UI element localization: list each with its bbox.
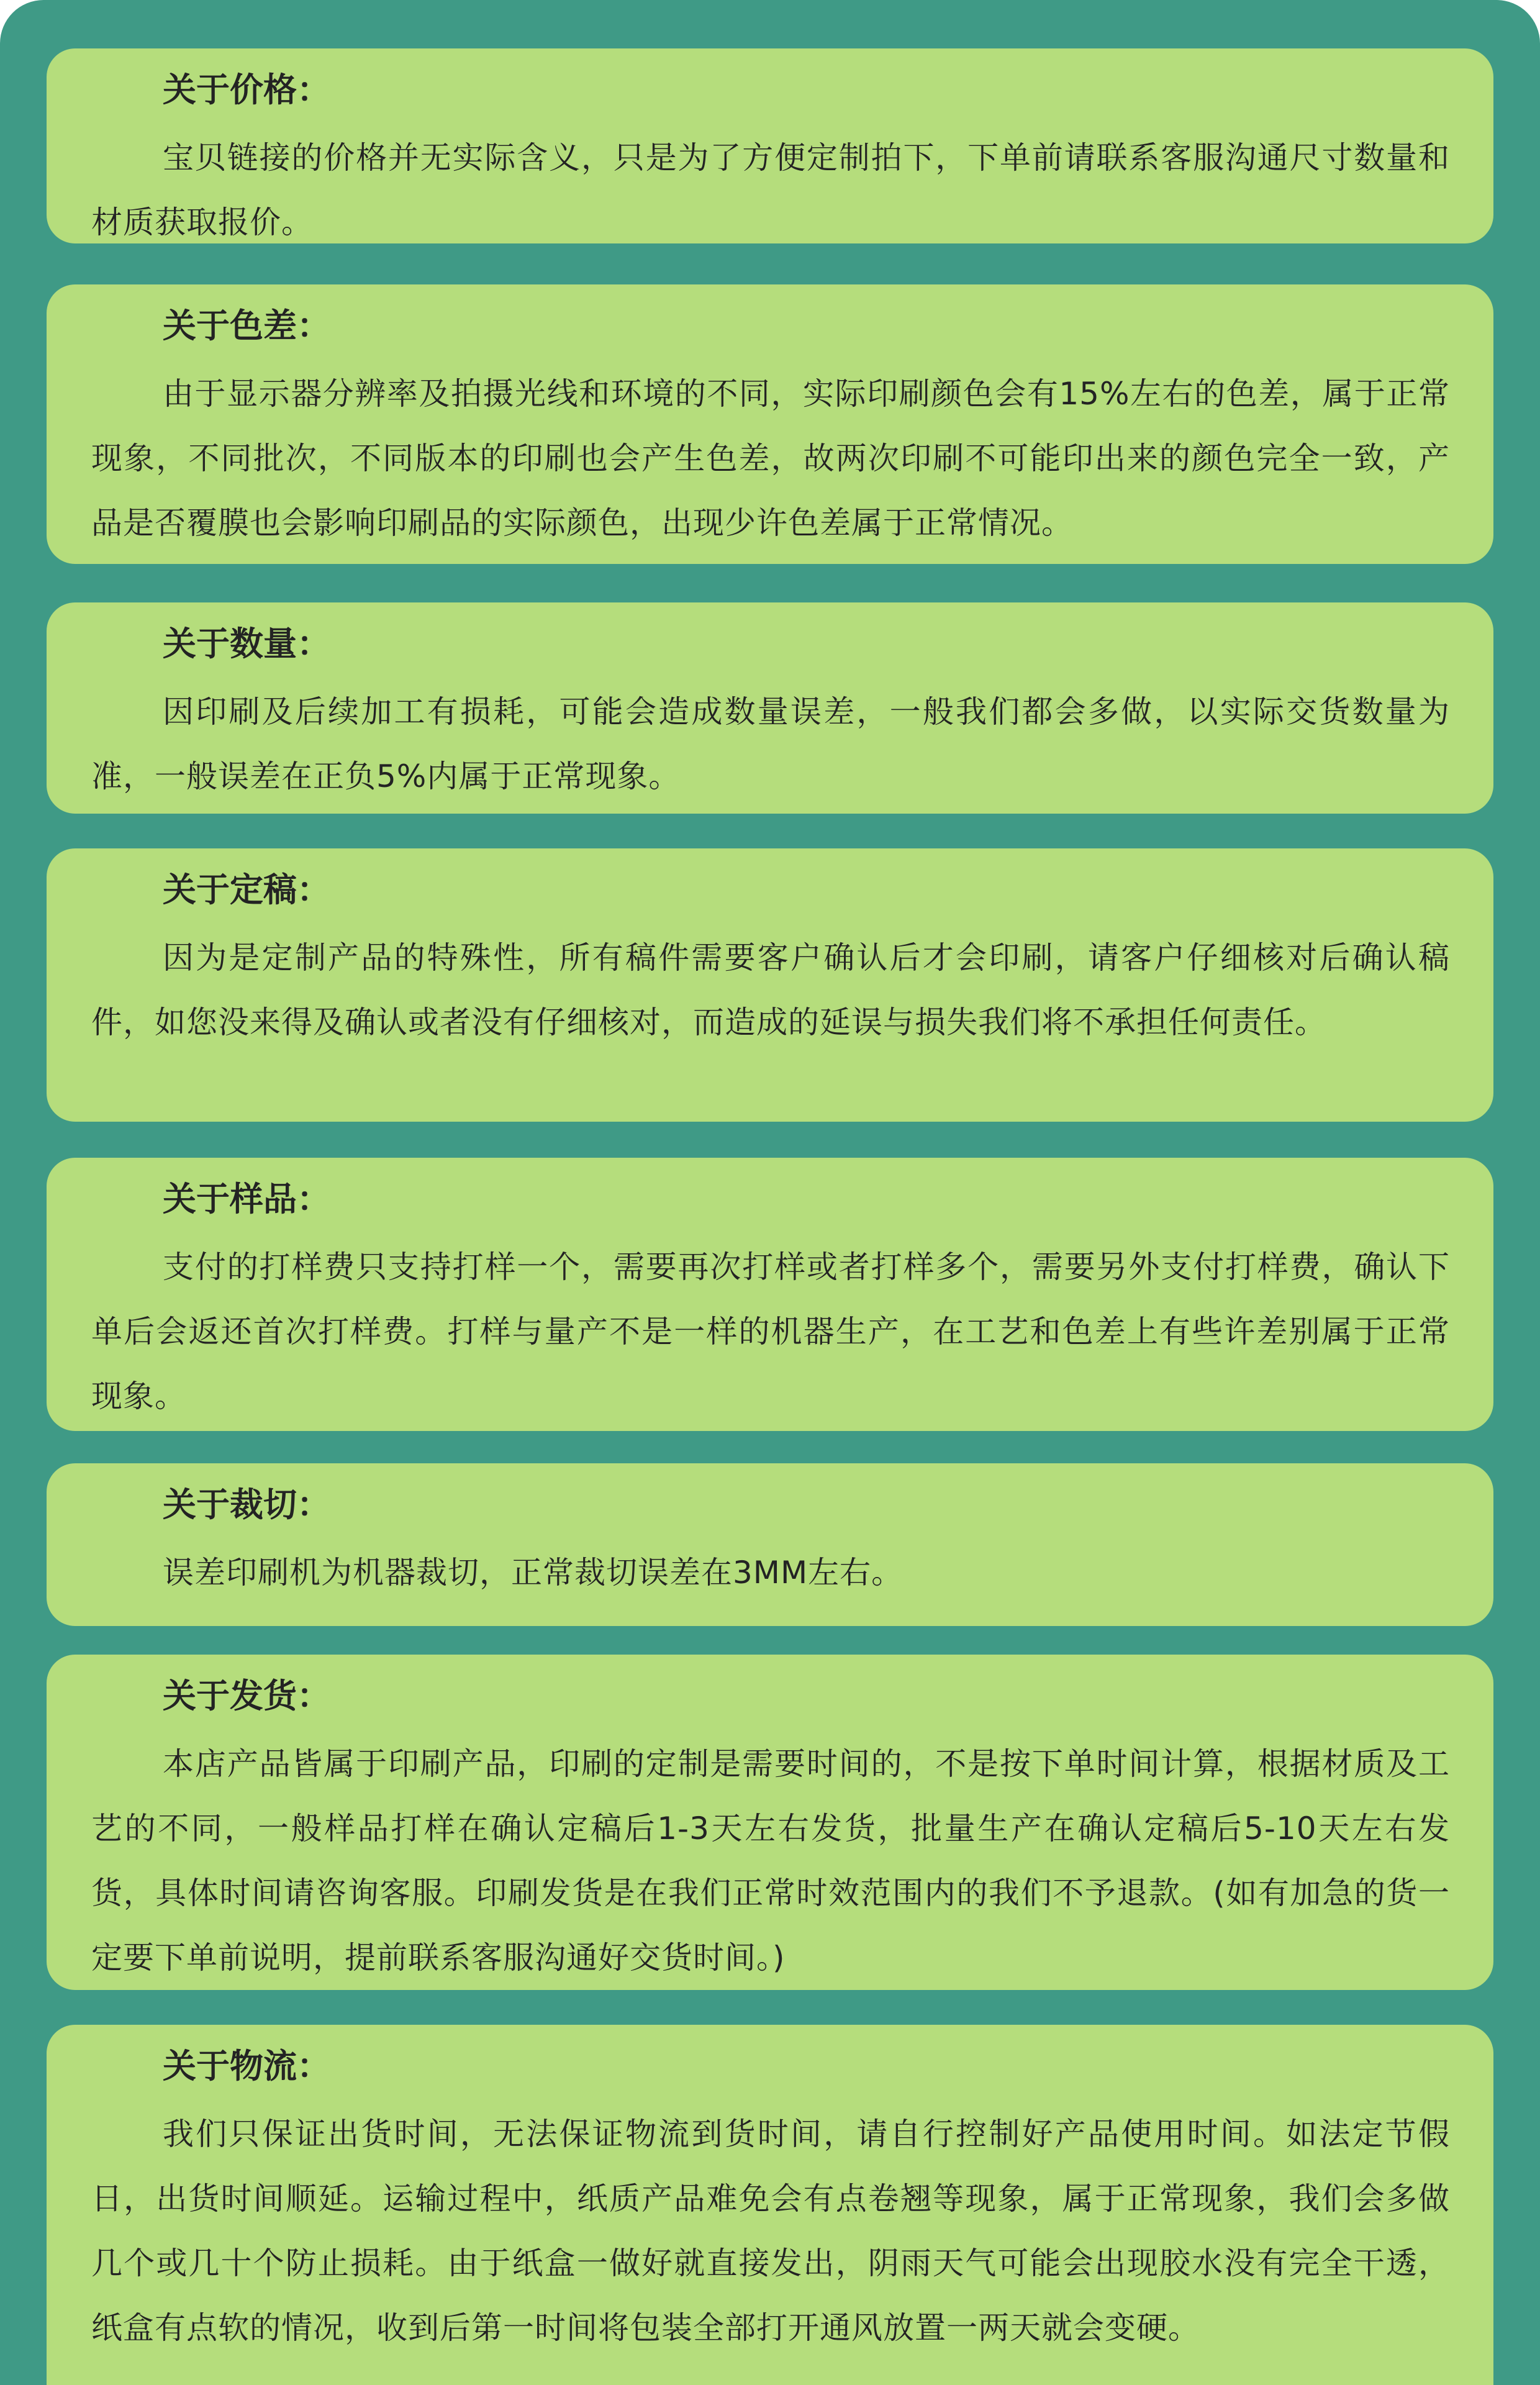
section-title: 关于定稿： — [163, 870, 330, 909]
section-body: 支付的打样费只支持打样一个，需要再次打样或者打样多个，需要另外支付打样费，确认下单后会返还首次打样费。打样与量产不是一样的机器生产，在工艺和色差上有些许差别属于正常现象。 — [91, 1249, 1450, 1414]
section-body: 本店产品皆属于印刷产品，印刷的定制是需要时间的，不是按下单时间计算，根据材质及工艺的不同，一般样品打样在确认定稿后1-3天左右发货，批量生产在确认定稿后5-10天左右发货，具体时间请咨询客服。印刷发货是在我们正常时效范围内的我们不予退款。(如有加急的货一定要下单前说明，提前联系客服沟通好交货时间。) — [91, 1746, 1450, 1976]
section-body: 因为是定制产品的特殊性，所有稿件需要客户确认后才会印刷，请客户仔细核对后确认稿件，如您没来得及确认或者没有仔细核对，而造成的延误与损失我们将不承担任何责任。 — [91, 940, 1450, 1040]
notice-card-logistics — [47, 2025, 1493, 2385]
notice-card-price — [47, 48, 1493, 243]
section-title: 关于裁切： — [163, 1485, 330, 1524]
section-body: 我们只保证出货时间，无法保证物流到货时间，请自行控制好产品使用时间。如法定节假日，出货时间顺延。运输过程中，纸质产品难免会有点卷翘等现象，属于正常现象，我们会多做几个或几十个防止损耗。由于纸盒一做好就直接发出，阴雨天气可能会出现胶水没有完全干透，纸盒有点软的情况，收到后第一时间将包装全部打开通风放置一两天就会变硬。 — [91, 2116, 1450, 2346]
section-title: 关于色差： — [163, 306, 330, 345]
section-title: 关于价格： — [163, 70, 330, 109]
notice-card-color-difference — [47, 284, 1493, 564]
section-body: 由于显示器分辨率及拍摄光线和环境的不同，实际印刷颜色会有15%左右的色差，属于正常现象，不同批次，不同版本的印刷也会产生色差，故两次印刷不可能印出来的颜色完全一致，产品是否覆膜也会影响印刷品的实际颜色，出现少许色差属于正常情况。 — [91, 376, 1450, 541]
section-title: 关于发货： — [163, 1676, 330, 1715]
section-title: 关于物流： — [163, 2047, 330, 2086]
notice-card-shipping — [47, 1655, 1493, 1990]
section-body: 误差印刷机为机器裁切，正常裁切误差在3MM左右。 — [163, 1555, 904, 1591]
section-title: 关于样品： — [163, 1179, 330, 1219]
section-body: 因印刷及后续加工有损耗，可能会造成数量误差，一般我们都会多做，以实际交货数量为准，一般误差在正负5%内属于正常现象。 — [91, 694, 1450, 794]
notice-card-final-proof — [47, 848, 1493, 1122]
notice-card-sample — [47, 1158, 1493, 1431]
notice-card-quantity — [47, 602, 1493, 814]
notice-card-cutting — [47, 1463, 1493, 1626]
section-body: 宝贝链接的价格并无实际含义，只是为了方便定制拍下，下单前请联系客服沟通尺寸数量和材质获取报价。 — [91, 140, 1450, 240]
section-title: 关于数量： — [163, 624, 330, 663]
